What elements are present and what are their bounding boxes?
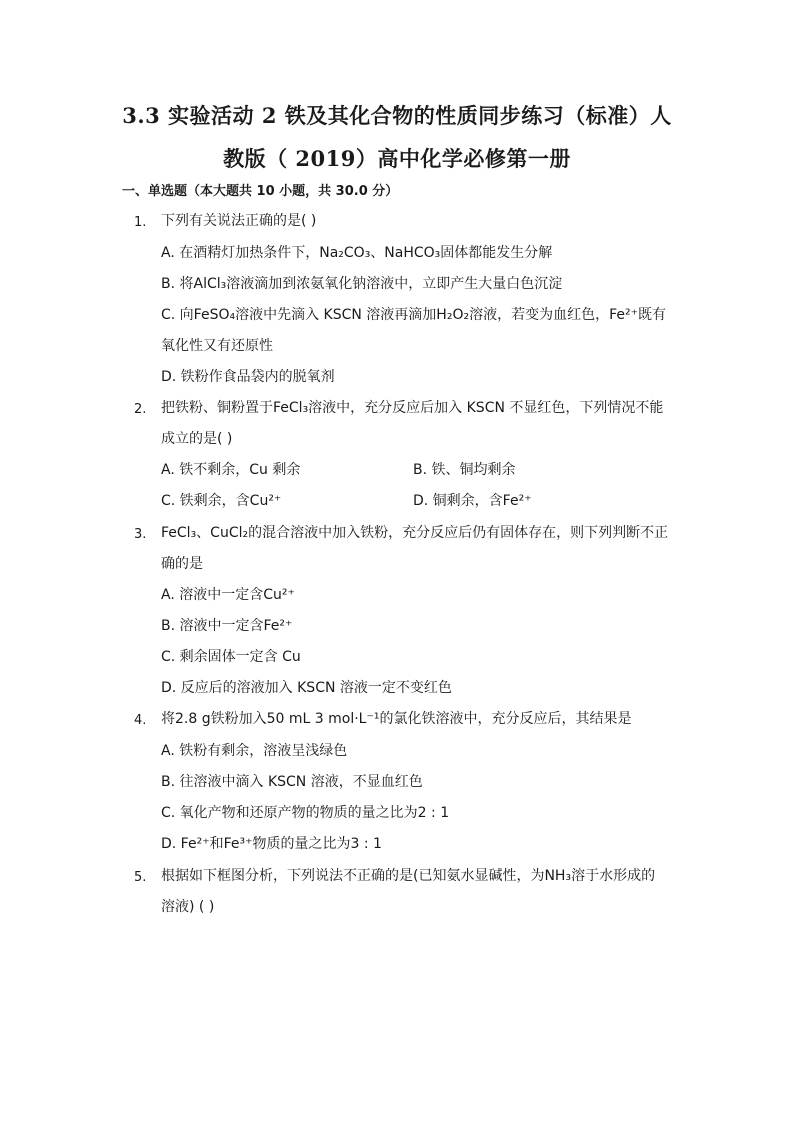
section-header: 一、单选题（本大题共 10 小题，共 30.0 分） — [122, 184, 399, 199]
question-2-stem-line-2: 成立的是( ) — [161, 431, 233, 447]
question-3-stem-line-2: 确的是 — [161, 556, 203, 572]
question-3-option-b: B. 溶液中一定含Fe²⁺ — [161, 618, 293, 634]
question-1-option-c: C. 向FeSO₄溶液中先滴入 KSCN 溶液再滴加H₂O₂溶液，若变为血红色，Fe²⁺既有 — [161, 307, 666, 323]
question-2-stem-line-1: 把铁粉、铜粉置于FeCl₃溶液中，充分反应后加入 KSCN 不显红色，下列情况不能 — [161, 400, 664, 416]
question-3-option-a: A. 溶液中一定含Cu²⁺ — [161, 587, 295, 603]
question-3-stem-line-1: FeCl₃、CuCl₂的混合溶液中加入铁粉，充分反应后仍有固体存在，则下列判断不正 — [161, 525, 669, 541]
question-5-stem-line-2: 溶液) ( ) — [161, 899, 215, 915]
question-2-option-d: D. 铜剩余，含Fe²⁺ — [413, 493, 532, 509]
question-1-option-b: B. 将AlCl₃溶液滴加到浓氨氧化钠溶液中，立即产生大量白色沉淀 — [161, 276, 563, 292]
question-4-option-b: B. 往溶液中滴入 KSCN 溶液，不显血红色 — [161, 774, 423, 790]
question-1-option-d: D. 铁粉作食品袋内的脱氧剂 — [161, 369, 335, 385]
question-4-number: 4. — [134, 713, 147, 728]
question-5-number: 5. — [134, 870, 147, 885]
question-3-number: 3. — [134, 527, 147, 542]
question-2-option-c: C. 铁剩余，含Cu²⁺ — [161, 493, 282, 509]
question-1-option-c-cont: 氧化性又有还原性 — [161, 338, 273, 354]
question-1-option-a: A. 在酒精灯加热条件下，Na₂CO₃、NaHCO₃固体都能发生分解 — [161, 245, 553, 261]
question-3-option-c: C. 剩余固体一定含 Cu — [161, 649, 301, 665]
question-2-option-b: B. 铁、铜均剩余 — [413, 462, 516, 478]
document-title-line-2: 教版（ 2019）高中化学必修第一册 — [223, 146, 571, 171]
question-4-stem: 将2.8 g铁粉加入50 mL 3 mol·L⁻¹的氯化铁溶液中，充分反应后，其结果是 — [161, 711, 632, 727]
question-5-stem-line-1: 根据如下框图分析，下列说法不正确的是(已知氨水显碱性，为NH₃溶于水形成的 — [161, 868, 656, 884]
question-3-option-d: D. 反应后的溶液加入 KSCN 溶液一定不变红色 — [161, 680, 452, 696]
question-1-number: 1. — [134, 215, 147, 230]
question-2-number: 2. — [134, 402, 147, 417]
question-4-option-d: D. Fe²⁺和Fe³⁺物质的量之比为3 : 1 — [161, 836, 382, 852]
question-4-option-c: C. 氧化产物和还原产物的物质的量之比为2 : 1 — [161, 805, 450, 821]
document-title-line-1: 3.3 实验活动 2 铁及其化合物的性质同步练习（标准）人 — [122, 103, 672, 128]
question-1-stem: 下列有关说法正确的是( ) — [161, 213, 317, 229]
question-4-option-a: A. 铁粉有剩余，溶液呈浅绿色 — [161, 743, 348, 759]
question-2-option-a: A. 铁不剩余，Cu 剩余 — [161, 462, 301, 478]
